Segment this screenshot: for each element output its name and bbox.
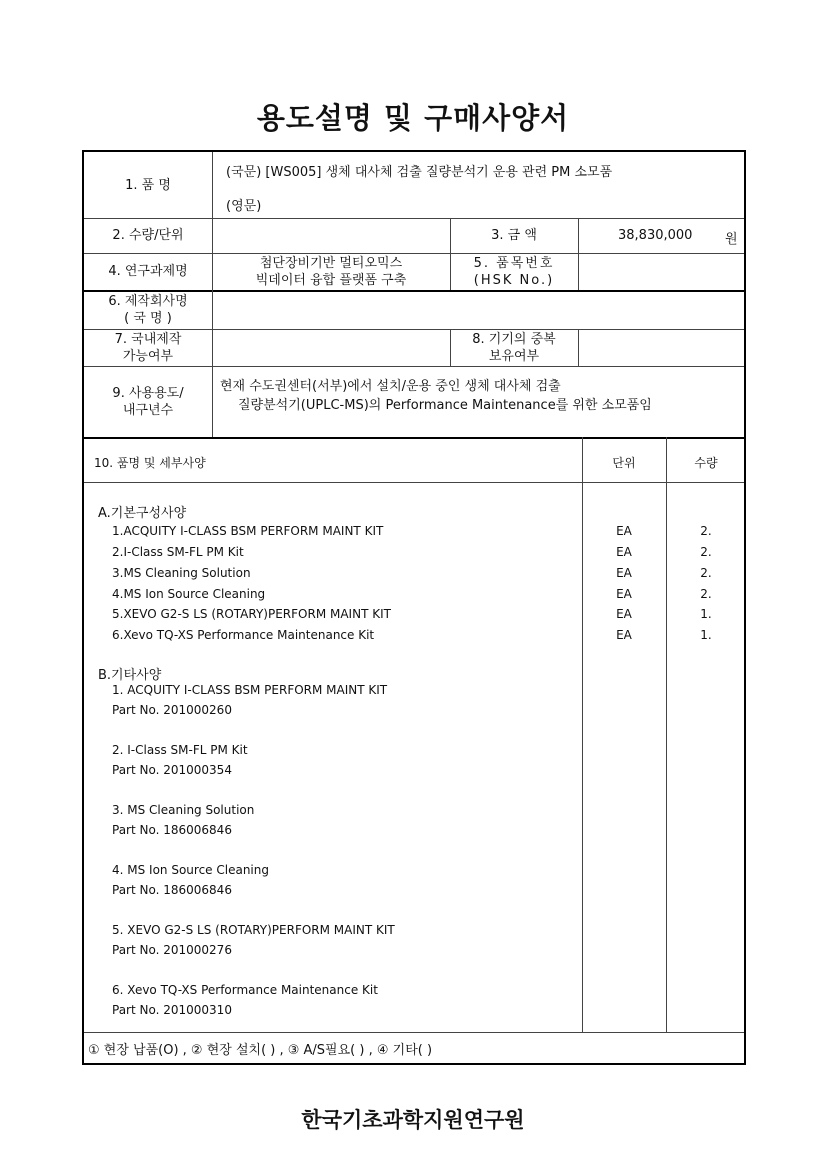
- hsk-label: [450, 253, 578, 290]
- duplicate-value: [580, 329, 744, 366]
- list-item: 6.Xevo TQ-XS Performance Maintenance Kit: [112, 628, 375, 642]
- usage-line-1: 9. 사용용도/: [112, 385, 184, 401]
- hsk-line-2: (HSK No.): [473, 272, 555, 288]
- maker-line-1: 6. 제작회사명: [108, 293, 188, 309]
- list-item: 4. MS Ion Source Cleaning: [112, 863, 269, 877]
- item-unit: EA: [616, 545, 632, 559]
- item-qty: 2.: [700, 566, 712, 580]
- list-item: 1.ACQUITY I-CLASS BSM PERFORM MAINT KIT: [112, 524, 384, 538]
- list-item: 5.XEVO G2-S LS (ROTARY)PERFORM MAINT KIT: [112, 607, 391, 621]
- part-number: Part No. 186006846: [112, 823, 232, 837]
- maker-label: [84, 290, 212, 329]
- item-name-label: 1. 품 명: [125, 177, 171, 193]
- amount-value: 38,830,000: [618, 228, 693, 243]
- hsk-value: [580, 253, 744, 290]
- domestic-line-2: 가능여부: [122, 348, 174, 364]
- amount-label: 3. 금 액: [491, 228, 537, 243]
- item-qty: 1.: [700, 628, 712, 642]
- part-number: Part No. 201000276: [112, 943, 232, 957]
- list-item: 2.I-Class SM-FL PM Kit: [112, 545, 244, 559]
- domestic-line-1: 7. 국내제작: [114, 331, 182, 347]
- spec-sheet: [82, 150, 746, 1065]
- section-a-title: A.기본구성사양: [98, 506, 187, 521]
- spec-header-label: 10. 품명 및 세부사양: [94, 456, 206, 470]
- project-value: [212, 253, 450, 290]
- amount-unit: 원: [725, 232, 738, 247]
- hsk-line-1: 5. 품목번호: [473, 255, 555, 271]
- part-number: Part No. 201000310: [112, 1003, 232, 1017]
- usage-line-2: 내구년수: [122, 402, 174, 418]
- korean-name-value: (국문) [WS005] 생체 대사체 검출 질량분석기 운용 관련 PM 소모품: [226, 165, 613, 180]
- project-label: 4. 연구과제명: [108, 264, 188, 279]
- list-item: 3.MS Cleaning Solution: [112, 566, 251, 580]
- duplicate-label: [450, 329, 578, 366]
- maker-line-2: ( 국 명 ): [124, 310, 172, 326]
- project-line-1: 첨단장비기반 멀티오믹스: [259, 255, 403, 271]
- part-number: Part No. 201000354: [112, 763, 232, 777]
- list-item: 5. XEVO G2-S LS (ROTARY)PERFORM MAINT KIT: [112, 923, 395, 937]
- project-line-2: 빅데이터 융합 플랫폼 구축: [255, 272, 407, 288]
- item-unit: EA: [616, 607, 632, 621]
- domestic-label: [84, 329, 212, 366]
- maker-value: [214, 290, 744, 329]
- spec-header-unit: 단위: [612, 456, 636, 470]
- delivery-options-note: ① 현장 납품(O) , ② 현장 설치( ) , ③ A/S필요( ) , ④ 기타( ): [88, 1043, 433, 1058]
- quantity-unit-value: [214, 218, 450, 253]
- item-unit: EA: [616, 628, 632, 642]
- duplicate-line-2: 보유여부: [488, 348, 540, 364]
- list-item: 2. I-Class SM-FL PM Kit: [112, 743, 248, 757]
- part-number: Part No. 186006846: [112, 883, 232, 897]
- list-item: 1. ACQUITY I-CLASS BSM PERFORM MAINT KIT: [112, 683, 388, 697]
- duplicate-line-1: 8. 기기의 중복: [472, 331, 556, 347]
- item-qty: 2.: [700, 524, 712, 538]
- item-qty: 1.: [700, 607, 712, 621]
- list-item: 6. Xevo TQ-XS Performance Maintenance Kit: [112, 983, 378, 997]
- list-item: 4.MS Ion Source Cleaning: [112, 587, 266, 601]
- usage-text-1: 현재 수도권센터(서부)에서 설치/운용 중인 생체 대사체 검출: [220, 379, 561, 394]
- institution-name: 한국기초과학지원연구원: [301, 1108, 525, 1132]
- document-title: 용도설명 및 구매사양서: [256, 101, 570, 135]
- section-b-title: B.기타사양: [98, 668, 162, 683]
- item-unit: EA: [616, 566, 632, 580]
- item-qty: 2.: [700, 545, 712, 559]
- english-name-value: (영문): [226, 199, 262, 214]
- list-item: 3. MS Cleaning Solution: [112, 803, 255, 817]
- part-number: Part No. 201000260: [112, 703, 232, 717]
- item-unit: EA: [616, 587, 632, 601]
- item-qty: 2.: [700, 587, 712, 601]
- usage-label: [84, 366, 212, 437]
- domestic-value: [214, 329, 450, 366]
- spec-header-qty: 수량: [694, 456, 718, 470]
- usage-text-2: 질량분석기(UPLC-MS)의 Performance Maintenance를 위한 소모품임: [238, 398, 652, 413]
- item-unit: EA: [616, 524, 632, 538]
- quantity-unit-label: 2. 수량/단위: [112, 228, 184, 243]
